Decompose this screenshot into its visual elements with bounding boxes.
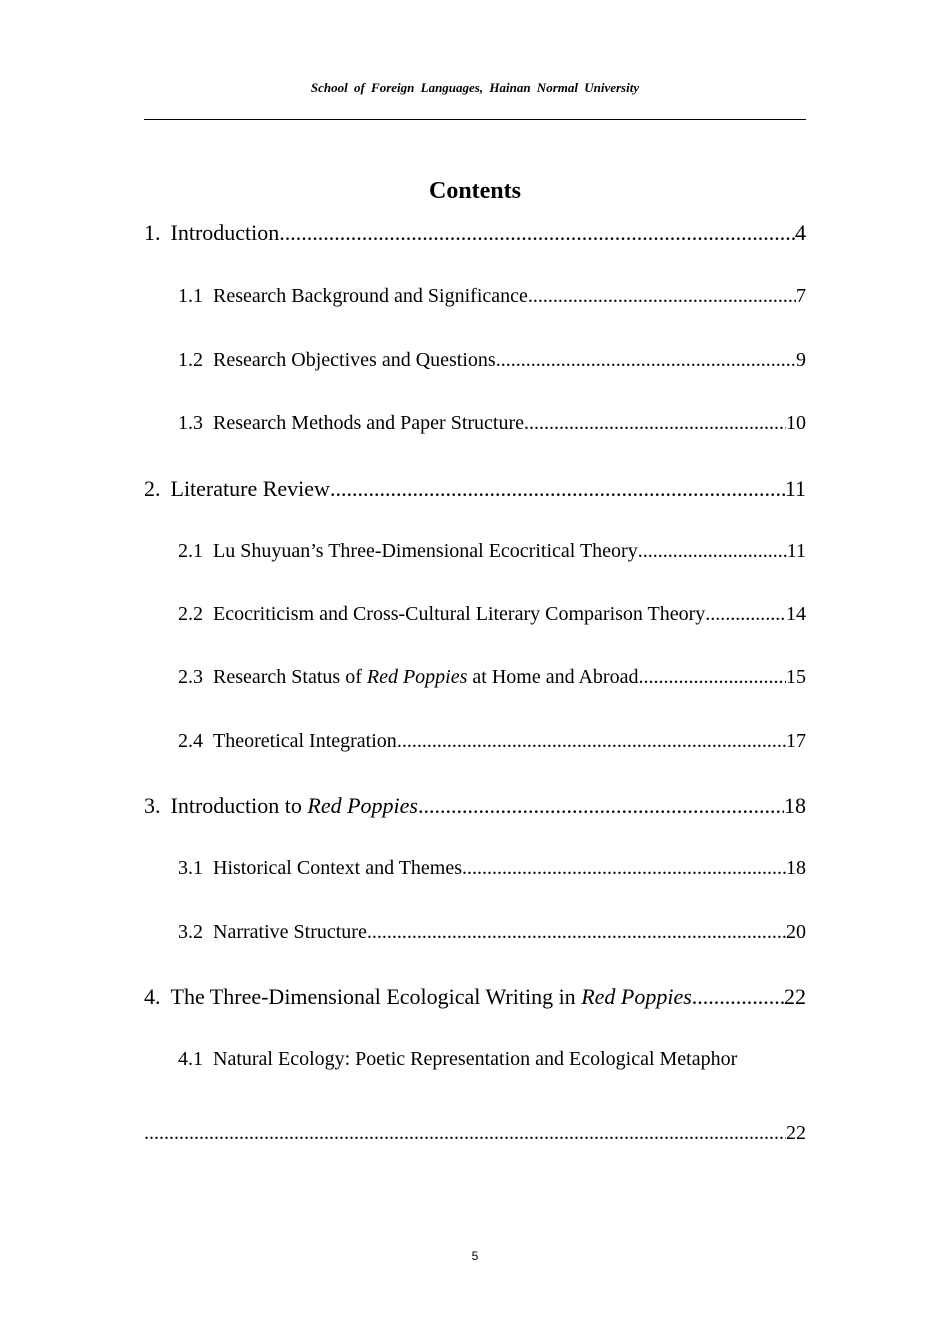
toc-entry-natural-ecology-continuation[interactable] — [144, 1122, 806, 1145]
toc-number: 1.1 — [178, 285, 203, 307]
toc-entry-research-background[interactable] — [178, 285, 806, 308]
toc-entry-narrative-structure[interactable] — [178, 921, 806, 944]
toc-page-number: 14 — [786, 603, 806, 625]
book-title-italic: Red Poppies — [366, 666, 468, 688]
dot-leader — [397, 730, 786, 753]
toc-entry-title: Introduction — [170, 220, 280, 245]
toc-entry-research-status[interactable] — [178, 666, 806, 689]
toc-page-number: 7 — [796, 285, 806, 307]
dot-leader — [462, 857, 786, 880]
toc-entry-title: Natural Ecology: Poetic Representation and Ecological Metaphor — [213, 1048, 738, 1070]
dot-leader — [496, 349, 796, 372]
toc-page-number: 18 — [786, 857, 806, 879]
toc-entry-title: Theoretical Integration — [213, 730, 397, 752]
toc-page-number: 4 — [795, 220, 806, 245]
dot-leader — [418, 793, 784, 819]
dot-leader — [528, 285, 796, 308]
dot-leader — [330, 476, 785, 502]
toc-entry-title-continued: . — [691, 984, 698, 1009]
toc-entry-title: Introduction to — [170, 793, 308, 818]
toc-entry-research-methods[interactable] — [178, 412, 806, 435]
dot-leader — [697, 984, 784, 1010]
toc-page-number: 10 — [786, 412, 806, 434]
dot-leader — [705, 603, 786, 626]
toc-number: 3. — [144, 793, 161, 818]
toc-entry-title: The Three-Dimensional Ecological Writing in — [170, 984, 582, 1009]
toc-number: 3.2 — [178, 921, 203, 943]
book-title-italic: Red Poppies — [307, 793, 418, 818]
toc-entry-title: Research Objectives and Questions — [213, 349, 496, 371]
toc-page-number: 18 — [784, 793, 806, 818]
toc-entry-literature-review[interactable] — [144, 476, 806, 502]
dot-leader — [638, 540, 787, 563]
toc-number: 4. — [144, 984, 161, 1009]
toc-entry-research-objectives[interactable] — [178, 349, 806, 372]
toc-entry-title: Research Status of — [213, 666, 367, 688]
dot-leader — [144, 1122, 786, 1145]
toc-page-number: 11 — [786, 540, 806, 562]
toc-title: Contents — [428, 178, 521, 204]
toc-entry-natural-ecology[interactable] — [178, 1048, 806, 1071]
dot-leader — [638, 666, 786, 689]
running-header: School of Foreign Languages, Hainan Normal University — [310, 80, 640, 95]
page-number: 5 — [471, 1249, 479, 1263]
toc-number: 2. — [144, 476, 161, 501]
toc-number: 2.2 — [178, 603, 203, 625]
dot-leader — [367, 921, 786, 944]
toc-page-number: 22 — [784, 984, 806, 1009]
toc-entry-title-continued: at Home and Abroad — [467, 666, 639, 688]
toc-entry-introduction[interactable] — [144, 220, 806, 246]
book-title-italic: Red Poppies — [581, 984, 692, 1009]
toc-entry-title: Lu Shuyuan’s Three-Dimensional Ecocritical Theory — [213, 540, 638, 562]
toc-number: 2.3 — [178, 666, 203, 688]
toc-page-number: 11 — [784, 476, 806, 501]
toc-entry-title: Literature Review — [170, 476, 330, 501]
toc-entry-theoretical-integration[interactable] — [178, 730, 806, 753]
toc-page-number: 20 — [786, 921, 806, 943]
toc-entry-ecocriticism-comparison[interactable] — [178, 603, 806, 626]
toc-number: 2.4 — [178, 730, 203, 752]
toc-number: 3.1 — [178, 857, 203, 879]
toc-entry-historical-context[interactable] — [178, 857, 806, 880]
toc-entry-title: Research Background and Significance — [213, 285, 528, 307]
toc-entry-title: Historical Context and Themes — [213, 857, 463, 879]
toc-number: 1.2 — [178, 349, 203, 371]
toc-entry-lu-shuyuan-theory[interactable] — [178, 540, 806, 563]
toc-number: 2.1 — [178, 540, 203, 562]
toc-page-number: 22 — [786, 1122, 806, 1144]
toc-number: 4.1 — [178, 1048, 203, 1070]
toc-page-number: 15 — [786, 666, 806, 688]
toc-entry-title: Ecocriticism and Cross-Cultural Literary Comparison Theory — [213, 603, 706, 625]
toc-number: 1. — [144, 220, 161, 245]
toc-number: 1.3 — [178, 412, 203, 434]
toc-entry-title: Narrative Structure — [213, 921, 367, 943]
toc-entry-ecological-writing[interactable] — [144, 984, 806, 1010]
dot-leader — [524, 412, 786, 435]
toc-page-number: 9 — [796, 349, 806, 371]
toc-page-number: 17 — [786, 730, 806, 752]
toc-entry-title: Research Methods and Paper Structure — [213, 412, 525, 434]
dot-leader — [279, 220, 795, 246]
header-rule — [144, 119, 806, 120]
toc-entry-introduction-red-poppies[interactable] — [144, 793, 806, 819]
